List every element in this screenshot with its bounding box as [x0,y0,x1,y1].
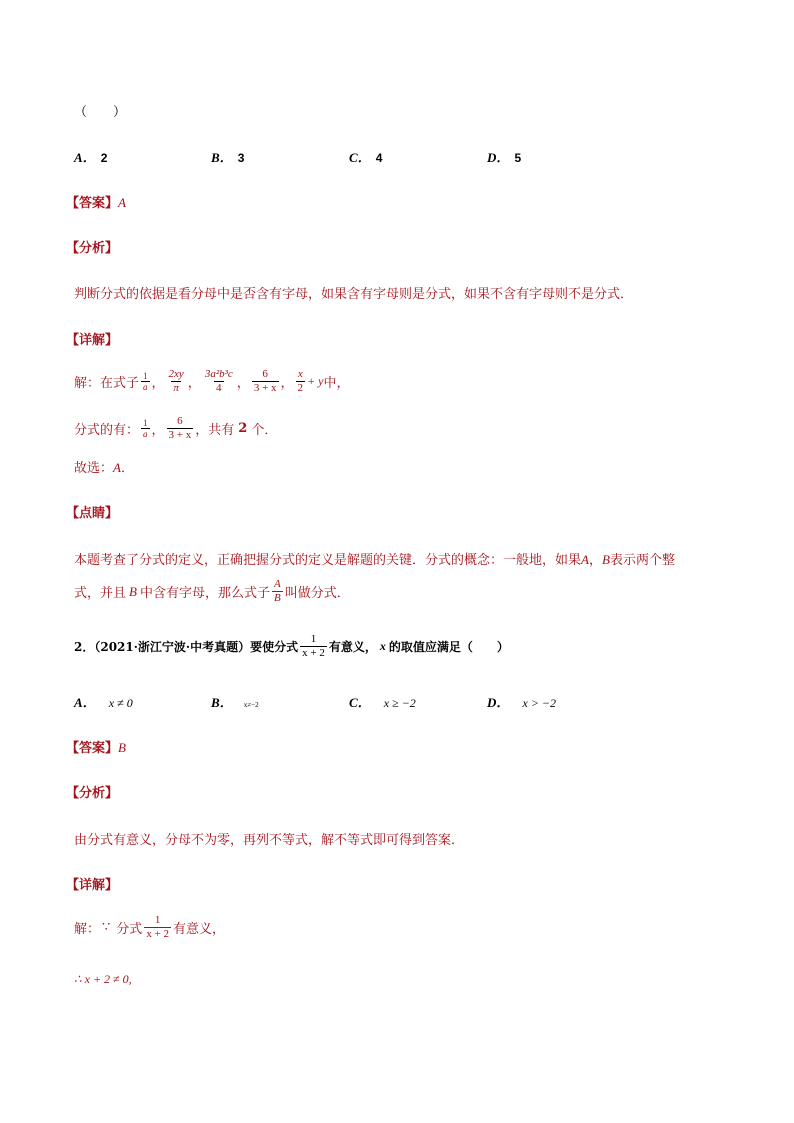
answer-value: A [118,195,126,210]
option-letter: B [211,150,220,165]
option-value: 2 [100,151,108,165]
count-value: 2 [238,421,248,436]
fraction-1-over-x-plus-2: $\frac{1}{x + 2}$ [302,633,325,659]
because-symbol: ∵ [102,920,111,935]
option-b: B． 3 [211,150,245,165]
q2-option-d: D． x > −2 [487,695,557,710]
option-value: 3 [237,151,245,165]
option-a: A． 2 [74,150,108,165]
question-paren: （ ） [74,105,127,120]
option-value: 5 [514,151,522,165]
option-letter: D [487,150,497,165]
q2-option-a: A． x ≠ 0 [74,695,133,710]
fraction-x-over-2: $\frac{x}{2}$ [297,368,304,394]
detail-label: 【详解】 [66,333,119,348]
option-c: C． 4 [349,150,383,165]
fraction-6-over-3-plus-x: $\frac{6}{3 + x}$ [253,368,277,394]
option-value: 4 [375,151,383,165]
option-letter: A [74,150,83,165]
fraction-a-over-b: $\frac{A}{B}$ [273,578,281,604]
fraction-1-over-x-plus-2: $\frac{1}{x + 2}$ [146,914,170,940]
analysis-text: 判断分式的依据是看分母中是否含有字母，如果含有字母则是分式，如果不含有字母则不是分式． [74,287,634,302]
point-text-line-1: 本题考查了分式的定义，正确把握分式的定义是解题的关键．分式的概念：一般地，如果A，B表示两个整 [74,552,675,568]
fraction-3a2b3c-over-4: $\frac{\text{3a²b³c}}{4}$ [204,368,233,394]
question-2-stem: 2．（2021·浙江宁波·中考真题）要使分式 $\frac{1}{x + 2}$ 有意义， x 的取值应满足（ ） [74,633,509,659]
q2-option-c: C． x ≥ −2 [349,695,416,710]
plus-y: + y [307,374,324,388]
fraction-2xy-over-pi: $\frac{2xy}{\pi}$ [168,368,184,394]
q2-analysis-text: 由分式有意义，分母不为零，再列不等式，解不等式即可得到答案． [74,833,465,848]
point-text-line-2: 式，并且 B 中含有字母，那么式子 $\frac{A}{B}$ 叫做分式． [74,578,350,604]
fraction-6-over-3-plus-x: $\frac{6}{3 + x}$ [168,415,192,441]
q2-answer-line: 【答案】B [66,740,126,756]
option-d: D． 5 [487,150,522,165]
q2-option-b: B． x≠−2 [211,695,259,710]
answer-line [66,192,126,211]
point-label: 【点睛】 [66,506,119,521]
fraction-1-over-a: $\frac{1}{a}$ [143,371,148,392]
q2-analysis-label: 【分析】 [66,786,119,801]
analysis-label: 【分析】 [66,241,119,256]
q2-last-line: ∴ x + 2 ≠ 0, [74,972,132,986]
fraction-1-over-a: $\frac{1}{a}$ [143,418,148,439]
option-letter: C [349,150,358,165]
detail-expression-line: 解：在式子 $\frac{1}{a}$ ， $\frac{2xy}{\pi}$ ， $\frac{\text{3a²b³c}}{4}$ ， $\frac{6}{3 + x}$ ， $\frac{x}{2}$ + y 中， [74,368,350,394]
detail-prefix: 解：在式子 [74,376,140,391]
q2-detail-line: 解： ∵ 分式 $\frac{1}{x + 2}$ 有意义， [74,914,226,940]
choose-line: 故选：A． [74,460,134,476]
fraction-list-line: 分式的有： $\frac{1}{a}$ ， $\frac{6}{3 + x}$ ，共有 2 个． [74,415,278,441]
q2-detail-label: 【详解】 [66,878,119,893]
answer-label: 【答案】 [66,196,119,211]
